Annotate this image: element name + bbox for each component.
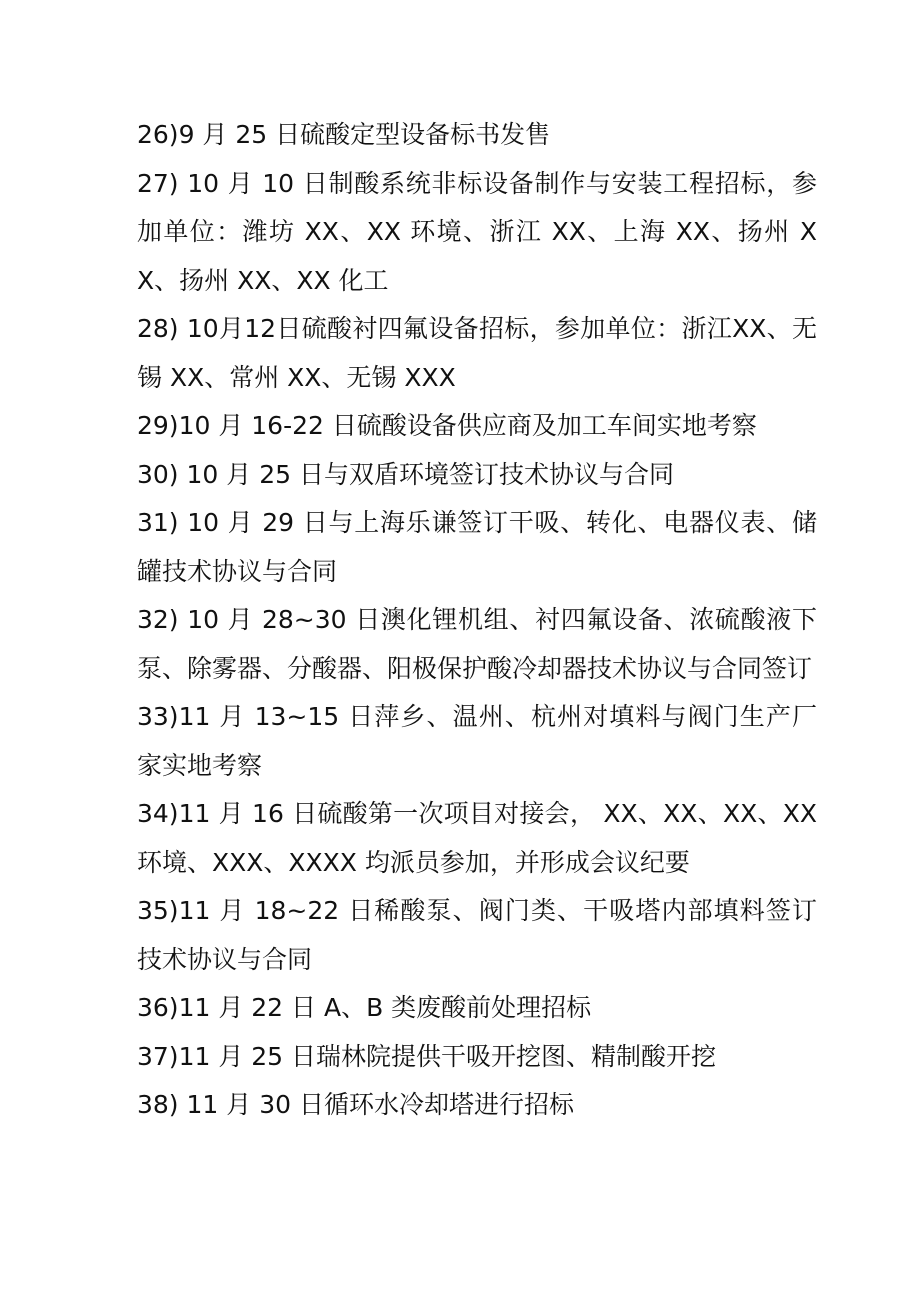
list-item: 27) 10 月 10 日制酸系统非标设备制作与安装工程招标，参加单位：潍坊 XX、XX 环境、浙江 XX、上海 XX、扬州 XX、扬州 XX、XX 化工 [137,168,817,295]
list-item: 34)11 月 16 日硫酸第一次项目对接会， XX、XX、XX、XX 环境、XXX、XXXX 均派员参加，并形成会议纪要 [137,799,817,877]
list-item: 32) 10 月 28~30 日澳化锂机组、衬四氟设备、浓硫酸液下泵、除雾器、分酸器、阳极保护酸冷却器技术协议与合同签订 [137,605,817,683]
document-body [137,111,817,1130]
list-item: 36)11 月 22 日 A、B 类废酸前处理招标 [137,993,592,1022]
list-item: 35)11 月 18~22 日稀酸泵、阀门类、干吸塔内部填料签订技术协议与合同 [137,896,817,974]
list-item: 26)9 月 25 日硫酸定型设备标书发售 [137,120,551,149]
list-item: 31) 10 月 29 日与上海乐谦签订干吸、转化、电器仪表、储罐技术协议与合同 [137,508,817,586]
list-item: 28) 10月12日硫酸衬四氟设备招标，参加单位：浙江XX、无锡 XX、常州 XX、无锡 XXX [137,314,817,392]
list-item: 38) 11 月 30 日循环水冷却塔进行招标 [137,1090,574,1119]
list-item: 37)11 月 25 日瑞林院提供干吸开挖图、精制酸开挖 [137,1041,717,1071]
list-item: 33)11 月 13~15 日萍乡、温州、杭州对填料与阀门生产厂家实地考察 [137,702,817,780]
list-item: 29)10 月 16-22 日硫酸设备供应商及加工车间实地考察 [137,411,757,440]
list-item: 30) 10 月 25 日与双盾环境签订技术协议与合同 [137,459,674,489]
